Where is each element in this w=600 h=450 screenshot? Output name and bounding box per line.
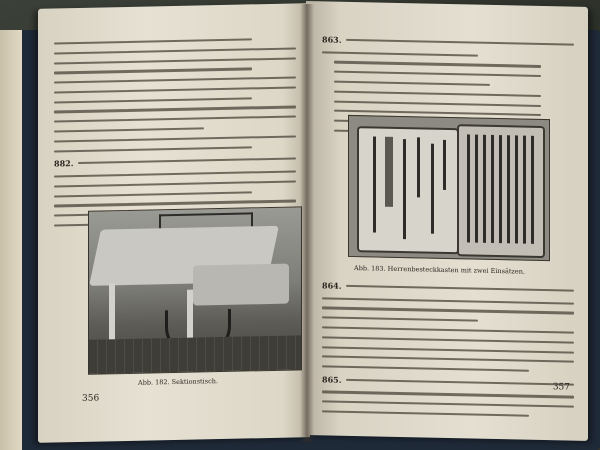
- figure-sectioning-table: [88, 206, 302, 374]
- left-page-text-top: [54, 37, 296, 234]
- instrument: [373, 136, 376, 232]
- right-page: [306, 1, 588, 441]
- text-line: [346, 39, 574, 46]
- section-865: [322, 375, 574, 388]
- right-page-text-bottom: [322, 281, 574, 425]
- text-line: [54, 38, 252, 44]
- text-line: [322, 391, 574, 398]
- text-line: [54, 127, 204, 132]
- text-line: [322, 365, 529, 372]
- text-line: [54, 57, 296, 64]
- text-line: [54, 135, 296, 142]
- page-number: 357: [552, 382, 570, 393]
- case-lid: [357, 126, 459, 254]
- section-number: 882.: [54, 158, 74, 169]
- text-line: [334, 61, 541, 68]
- section-number: 863.: [322, 34, 342, 45]
- text-line: [54, 86, 296, 93]
- text-line: [54, 200, 296, 207]
- text-line: [54, 97, 252, 103]
- text-line: [334, 71, 541, 78]
- text-line: [54, 106, 296, 113]
- text-line: [54, 68, 252, 74]
- page-stack-edge: [0, 30, 22, 450]
- instrument: [515, 135, 518, 243]
- instrument: [403, 139, 406, 239]
- text-line: [54, 170, 296, 177]
- instrument: [523, 136, 526, 244]
- text-line: [322, 356, 574, 363]
- instrument: [431, 144, 434, 234]
- text-line: [322, 297, 574, 304]
- text-line: [334, 81, 490, 86]
- section-number: 864.: [322, 280, 342, 291]
- text-line: [322, 317, 478, 322]
- section-864: [322, 281, 574, 294]
- floor: [89, 335, 301, 373]
- text-line: [322, 307, 574, 314]
- text-line: [54, 47, 296, 54]
- instrument: [385, 137, 393, 207]
- section-882: [54, 155, 296, 168]
- text-line: [54, 116, 296, 123]
- text-line: [322, 401, 574, 408]
- table-basin: [193, 264, 289, 306]
- section-863: [322, 35, 574, 48]
- instrument: [491, 135, 494, 243]
- text-line: [54, 146, 252, 152]
- instrument: [467, 134, 470, 242]
- instrument: [417, 137, 420, 197]
- text-line: [346, 379, 574, 386]
- section-number: 865.: [322, 374, 342, 385]
- text-line: [322, 346, 574, 353]
- text-line: [78, 158, 296, 165]
- text-line: [322, 326, 574, 333]
- text-line: [54, 77, 296, 84]
- figure-caption: Abb. 182. Sektionstisch.: [138, 377, 218, 387]
- table-leg: [109, 283, 115, 343]
- instrument: [499, 135, 502, 243]
- instrument: [475, 135, 478, 243]
- instrument: [443, 140, 446, 190]
- instrument: [531, 136, 534, 244]
- text-line: [334, 90, 541, 97]
- left-page: [38, 3, 310, 443]
- book-gutter: [300, 4, 314, 442]
- text-line: [346, 285, 574, 292]
- text-line: [334, 100, 541, 107]
- figure-caption: Abb. 183. Herrenbesteckkasten mit zwei Einsätzen.: [354, 264, 525, 276]
- instrument: [483, 135, 486, 243]
- text-line: [322, 336, 574, 343]
- text-line: [322, 51, 478, 56]
- figure-instrument-case: [348, 115, 550, 261]
- text-line: [322, 410, 529, 417]
- text-line: [54, 180, 296, 187]
- text-line: [54, 191, 252, 197]
- case-base: [457, 124, 545, 258]
- instrument: [507, 135, 510, 243]
- page-number: 356: [82, 393, 100, 404]
